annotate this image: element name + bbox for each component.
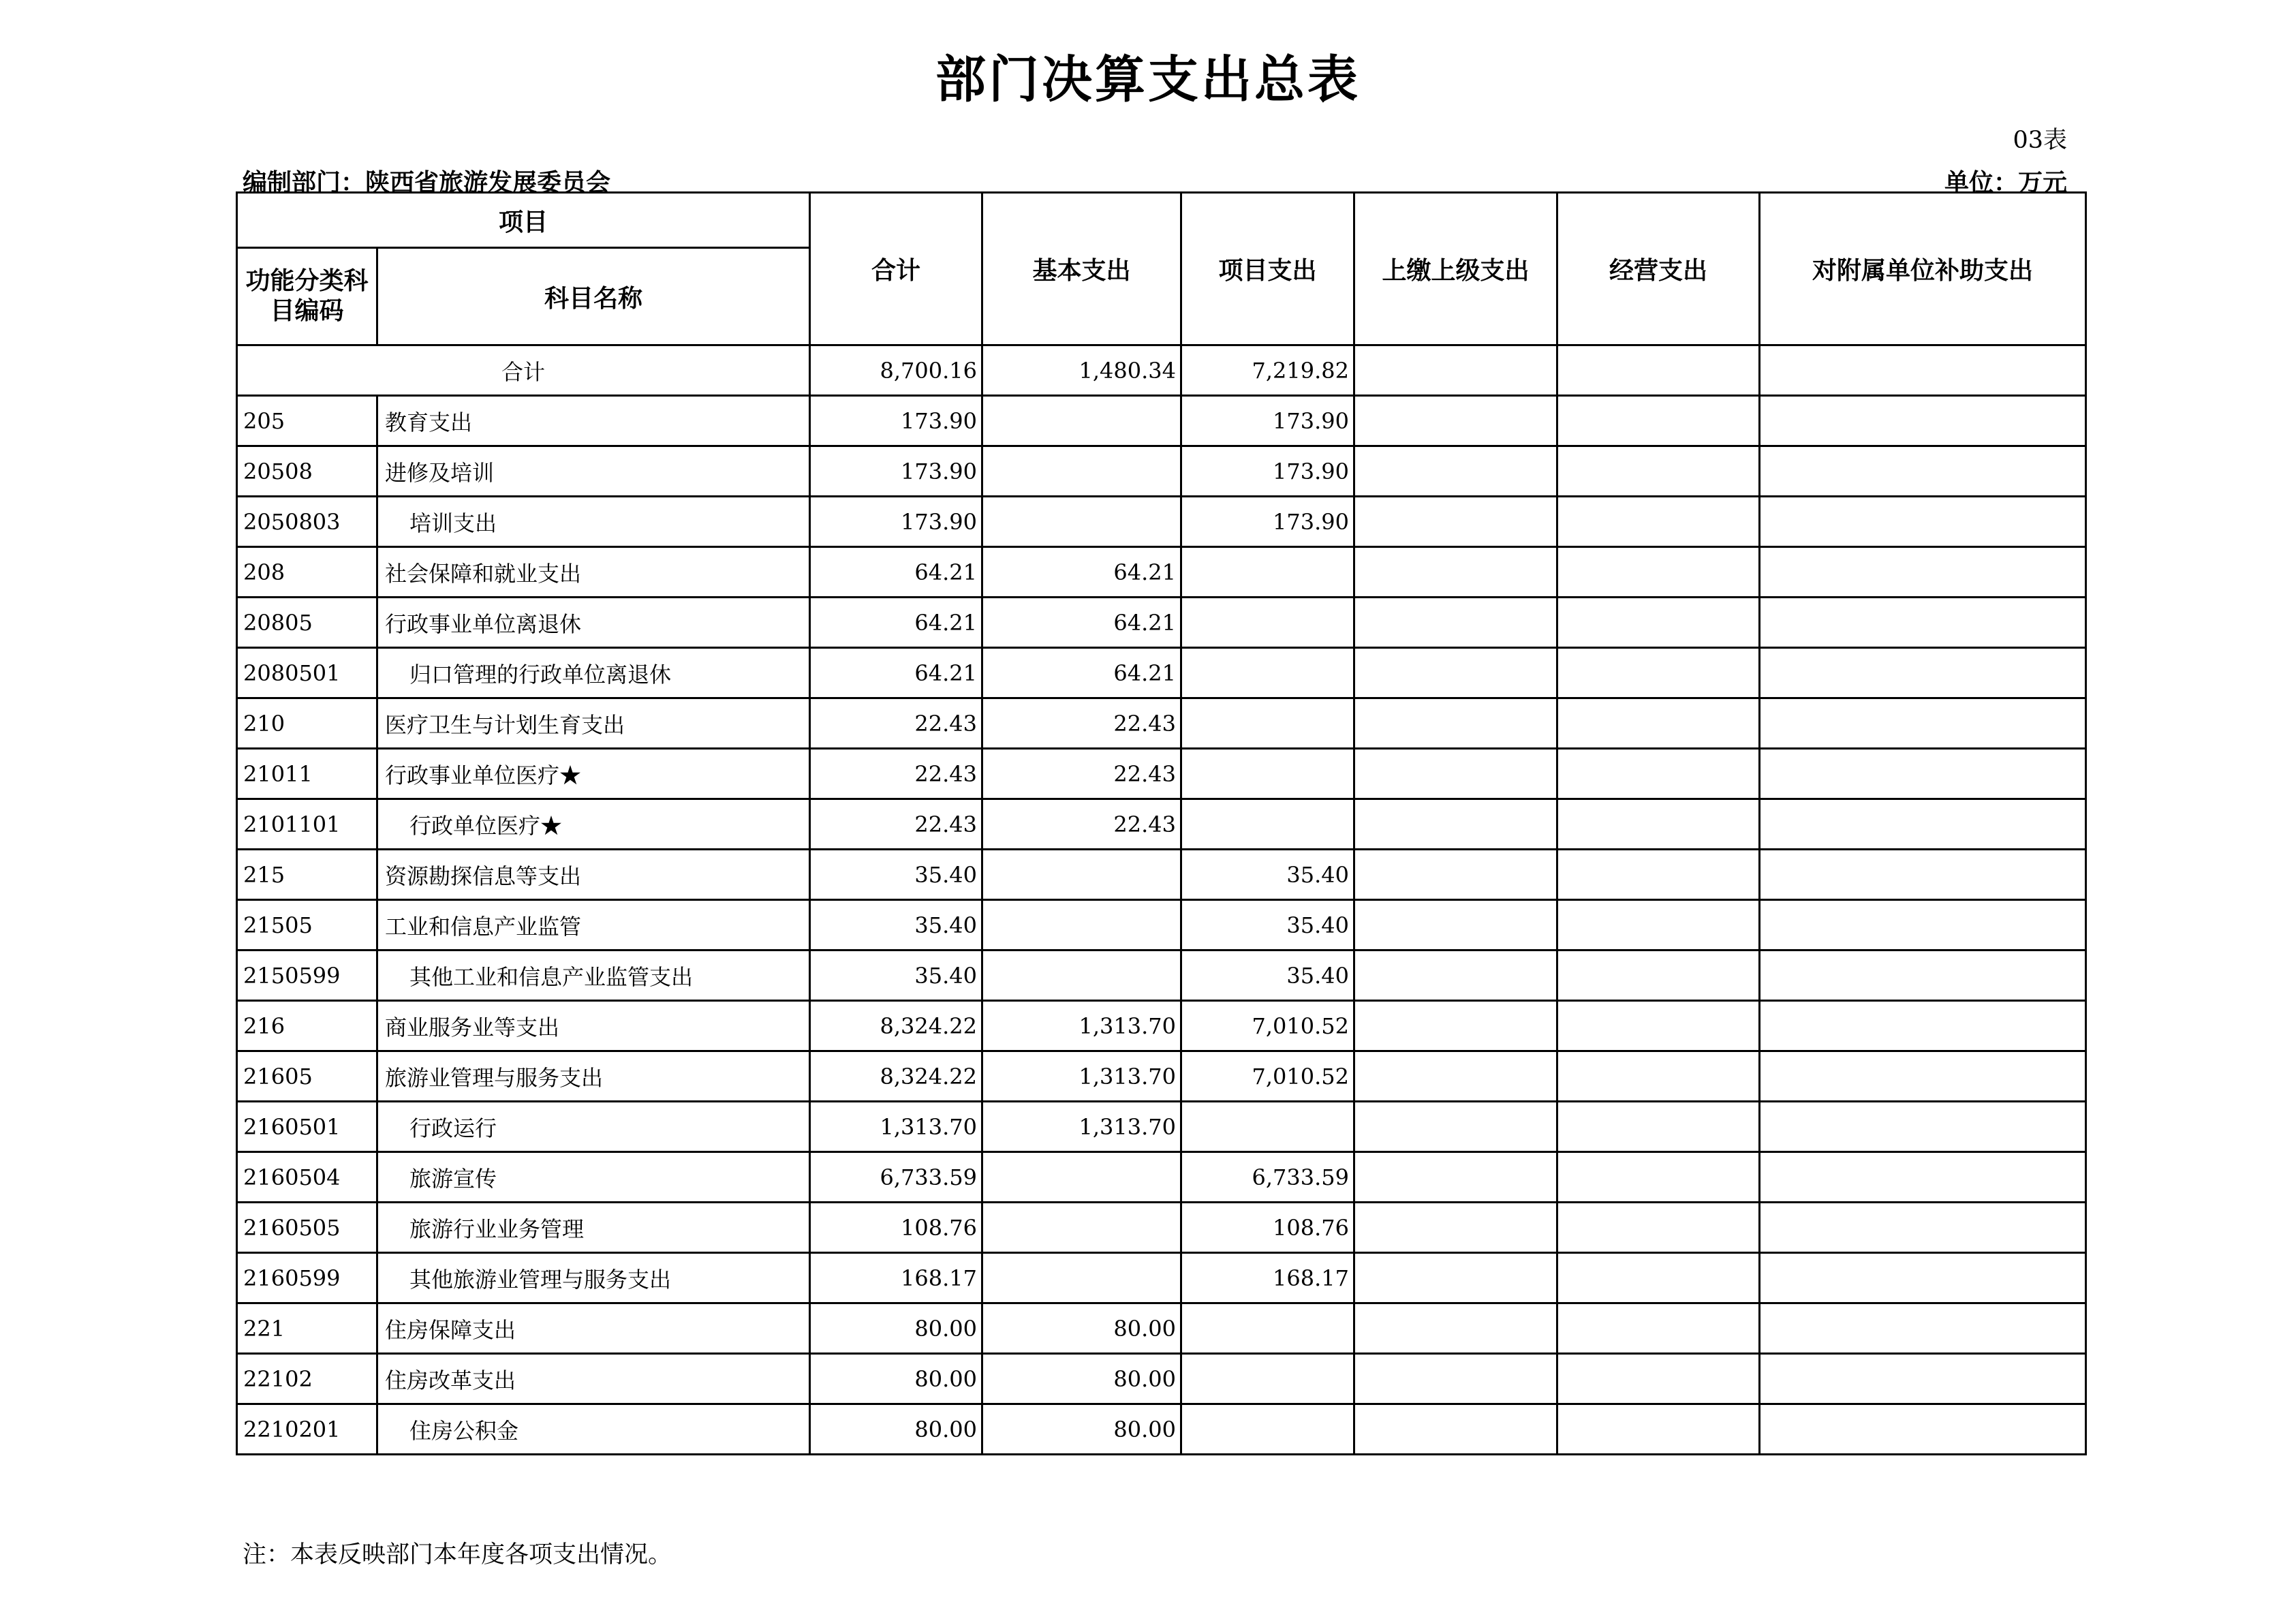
cell-project: [1181, 1354, 1354, 1404]
cell-code: 2160501: [237, 1102, 377, 1152]
table-row: [237, 547, 2086, 598]
cell-basic: 80.00: [982, 1404, 1181, 1455]
cell-basic: 64.21: [982, 598, 1181, 648]
cell-name: 行政事业单位离退休: [377, 598, 810, 648]
cell-project: 6,733.59: [1181, 1152, 1354, 1203]
table-row: [237, 1404, 2086, 1455]
table-row: [237, 850, 2086, 900]
cell-code: 2080501: [237, 648, 377, 698]
cell-code: 20508: [237, 446, 377, 497]
cell-project: 173.90: [1181, 446, 1354, 497]
header-upper-payment: 上缴上级支出: [1354, 193, 1557, 345]
cell-subsidy: [1760, 1303, 2086, 1354]
cell-upper: [1354, 950, 1557, 1001]
table-row: [237, 1152, 2086, 1203]
cell-upper: [1354, 749, 1557, 799]
cell-name: 医疗卫生与计划生育支出: [377, 698, 810, 749]
table-row: [237, 698, 2086, 749]
cell-upper: [1354, 900, 1557, 950]
cell-project: 35.40: [1181, 900, 1354, 950]
cell-basic: 22.43: [982, 698, 1181, 749]
cell-business: [1557, 1203, 1760, 1253]
cell-name: 旅游行业业务管理: [377, 1203, 810, 1253]
cell-total: 80.00: [810, 1404, 982, 1455]
cell-project: [1181, 698, 1354, 749]
cell-basic: 64.21: [982, 547, 1181, 598]
cell-subsidy: [1760, 1253, 2086, 1303]
cell-basic: [982, 497, 1181, 547]
table-row: [237, 1001, 2086, 1051]
cell-upper: [1354, 396, 1557, 446]
cell-basic: 64.21: [982, 648, 1181, 698]
cell-total: 35.40: [810, 900, 982, 950]
cell-total: 22.43: [810, 749, 982, 799]
cell-code: 21605: [237, 1051, 377, 1102]
cell-project: 35.40: [1181, 950, 1354, 1001]
cell-total: 173.90: [810, 497, 982, 547]
cell-subsidy: [1760, 1404, 2086, 1455]
cell-subsidy: [1760, 749, 2086, 799]
cell-basic: 22.43: [982, 799, 1181, 850]
cell-total: 8,324.22: [810, 1001, 982, 1051]
cell-name: 归口管理的行政单位离退休: [377, 648, 810, 698]
cell-basic: [982, 900, 1181, 950]
cell-total: 8,324.22: [810, 1051, 982, 1102]
cell-total: 80.00: [810, 1354, 982, 1404]
cell-total: 64.21: [810, 598, 982, 648]
cell-name: 培训支出: [377, 497, 810, 547]
cell-total: 64.21: [810, 648, 982, 698]
page-title: 部门决算支出总表: [935, 50, 1361, 109]
cell-total: 168.17: [810, 1253, 982, 1303]
header-subsidy: 对附属单位补助支出: [1760, 193, 2086, 345]
cell-upper: [1354, 497, 1557, 547]
cell-code: 2160599: [237, 1253, 377, 1303]
cell-code: 205: [237, 396, 377, 446]
cell-name: 进修及培训: [377, 446, 810, 497]
cell-basic: 1,313.70: [982, 1051, 1181, 1102]
cell-upper: [1354, 1001, 1557, 1051]
total-total: 8,700.16: [810, 345, 982, 396]
cell-basic: 1,313.70: [982, 1001, 1181, 1051]
cell-code: 21505: [237, 900, 377, 950]
cell-name: 行政事业单位医疗★: [377, 749, 810, 799]
cell-business: [1557, 446, 1760, 497]
cell-code: 208: [237, 547, 377, 598]
cell-business: [1557, 396, 1760, 446]
cell-upper: [1354, 850, 1557, 900]
cell-total: 6,733.59: [810, 1152, 982, 1203]
cell-subsidy: [1760, 850, 2086, 900]
cell-upper: [1354, 799, 1557, 850]
cell-project: 7,010.52: [1181, 1051, 1354, 1102]
cell-name: 其他旅游业管理与服务支出: [377, 1253, 810, 1303]
cell-business: [1557, 950, 1760, 1001]
cell-upper: [1354, 1152, 1557, 1203]
cell-business: [1557, 1303, 1760, 1354]
cell-subsidy: [1760, 598, 2086, 648]
cell-business: [1557, 598, 1760, 648]
cell-code: 2050803: [237, 497, 377, 547]
cell-name: 住房保障支出: [377, 1303, 810, 1354]
cell-total: 22.43: [810, 698, 982, 749]
cell-basic: [982, 1152, 1181, 1203]
cell-subsidy: [1760, 799, 2086, 850]
cell-upper: [1354, 1303, 1557, 1354]
cell-project: 173.90: [1181, 396, 1354, 446]
cell-code: 2150599: [237, 950, 377, 1001]
cell-basic: [982, 850, 1181, 900]
total-upper: [1354, 345, 1557, 396]
total-basic: 1,480.34: [982, 345, 1181, 396]
table-row: [237, 900, 2086, 950]
form-number: 03表: [2013, 127, 2067, 154]
expenditure-table: [236, 191, 2087, 1455]
cell-code: 221: [237, 1303, 377, 1354]
cell-upper: [1354, 698, 1557, 749]
total-project: 7,219.82: [1181, 345, 1354, 396]
cell-name: 教育支出: [377, 396, 810, 446]
cell-basic: [982, 446, 1181, 497]
cell-total: 80.00: [810, 1303, 982, 1354]
cell-business: [1557, 547, 1760, 598]
cell-basic: [982, 950, 1181, 1001]
cell-upper: [1354, 1253, 1557, 1303]
cell-code: 216: [237, 1001, 377, 1051]
cell-name: 社会保障和就业支出: [377, 547, 810, 598]
table-row: [237, 1253, 2086, 1303]
cell-total: 35.40: [810, 850, 982, 900]
cell-project: [1181, 749, 1354, 799]
cell-subsidy: [1760, 1102, 2086, 1152]
table-row: [237, 799, 2086, 850]
cell-subsidy: [1760, 396, 2086, 446]
cell-code: 2210201: [237, 1404, 377, 1455]
cell-basic: 22.43: [982, 749, 1181, 799]
cell-name: 行政运行: [377, 1102, 810, 1152]
cell-project: [1181, 598, 1354, 648]
total-label: 合计: [237, 345, 810, 396]
cell-business: [1557, 1404, 1760, 1455]
cell-subsidy: [1760, 698, 2086, 749]
cell-project: [1181, 1303, 1354, 1354]
cell-basic: [982, 1203, 1181, 1253]
cell-business: [1557, 497, 1760, 547]
cell-name: 住房改革支出: [377, 1354, 810, 1404]
cell-business: [1557, 698, 1760, 749]
cell-total: 108.76: [810, 1203, 982, 1253]
cell-project: 108.76: [1181, 1203, 1354, 1253]
cell-total: 173.90: [810, 396, 982, 446]
cell-basic: [982, 396, 1181, 446]
cell-subsidy: [1760, 950, 2086, 1001]
cell-subsidy: [1760, 1001, 2086, 1051]
header-total: 合计: [810, 193, 982, 345]
cell-subsidy: [1760, 497, 2086, 547]
cell-upper: [1354, 1404, 1557, 1455]
cell-upper: [1354, 1051, 1557, 1102]
cell-upper: [1354, 446, 1557, 497]
cell-code: 22102: [237, 1354, 377, 1404]
cell-name: 资源勘探信息等支出: [377, 850, 810, 900]
cell-project: 7,010.52: [1181, 1001, 1354, 1051]
cell-project: 168.17: [1181, 1253, 1354, 1303]
cell-business: [1557, 749, 1760, 799]
table-row: [237, 446, 2086, 497]
cell-business: [1557, 1152, 1760, 1203]
cell-subsidy: [1760, 446, 2086, 497]
cell-basic: 1,313.70: [982, 1102, 1181, 1152]
cell-upper: [1354, 648, 1557, 698]
cell-business: [1557, 1051, 1760, 1102]
cell-total: 64.21: [810, 547, 982, 598]
cell-subsidy: [1760, 1152, 2086, 1203]
table-row: [237, 648, 2086, 698]
table-row: [237, 497, 2086, 547]
table-row: [237, 598, 2086, 648]
cell-business: [1557, 1354, 1760, 1404]
cell-name: 其他工业和信息产业监管支出: [377, 950, 810, 1001]
cell-business: [1557, 850, 1760, 900]
unit-label: 单位：万元: [1944, 168, 2067, 197]
cell-code: 20805: [237, 598, 377, 648]
cell-code: 2101101: [237, 799, 377, 850]
table-row: [237, 1051, 2086, 1102]
footnote: 注：本表反映部门本年度各项支出情况。: [243, 1541, 672, 1568]
cell-basic: 80.00: [982, 1303, 1181, 1354]
cell-code: 215: [237, 850, 377, 900]
table-row: [237, 1102, 2086, 1152]
header-code: 功能分类科目编码: [237, 248, 377, 345]
cell-project: [1181, 547, 1354, 598]
cell-project: 35.40: [1181, 850, 1354, 900]
cell-upper: [1354, 1102, 1557, 1152]
cell-business: [1557, 799, 1760, 850]
cell-total: 35.40: [810, 950, 982, 1001]
cell-code: 21011: [237, 749, 377, 799]
header-business: 经营支出: [1557, 193, 1760, 345]
total-row: [237, 345, 2086, 396]
total-business: [1557, 345, 1760, 396]
table-row: [237, 396, 2086, 446]
header-basic: 基本支出: [982, 193, 1181, 345]
cell-upper: [1354, 1354, 1557, 1404]
cell-name: 行政单位医疗★: [377, 799, 810, 850]
cell-upper: [1354, 1203, 1557, 1253]
header-name: 科目名称: [377, 248, 810, 345]
cell-subsidy: [1760, 900, 2086, 950]
header-project: 项目: [237, 193, 810, 248]
cell-business: [1557, 648, 1760, 698]
cell-name: 旅游业管理与服务支出: [377, 1051, 810, 1102]
table-row: [237, 1354, 2086, 1404]
cell-subsidy: [1760, 547, 2086, 598]
header-project-expenditure: 项目支出: [1181, 193, 1354, 345]
cell-code: 2160505: [237, 1203, 377, 1253]
cell-subsidy: [1760, 1203, 2086, 1253]
table-row: [237, 950, 2086, 1001]
cell-code: 2160504: [237, 1152, 377, 1203]
cell-subsidy: [1760, 1051, 2086, 1102]
cell-total: 22.43: [810, 799, 982, 850]
cell-subsidy: [1760, 648, 2086, 698]
cell-business: [1557, 900, 1760, 950]
department-label: 编制部门：陕西省旅游发展委员会: [243, 168, 611, 197]
cell-code: 210: [237, 698, 377, 749]
cell-subsidy: [1760, 1354, 2086, 1404]
cell-business: [1557, 1102, 1760, 1152]
cell-project: [1181, 799, 1354, 850]
cell-upper: [1354, 598, 1557, 648]
cell-project: [1181, 1102, 1354, 1152]
table-row: [237, 1303, 2086, 1354]
table-row: [237, 1203, 2086, 1253]
cell-name: 工业和信息产业监管: [377, 900, 810, 950]
cell-upper: [1354, 547, 1557, 598]
cell-project: [1181, 648, 1354, 698]
total-subsidy: [1760, 345, 2086, 396]
cell-business: [1557, 1001, 1760, 1051]
cell-business: [1557, 1253, 1760, 1303]
cell-basic: 80.00: [982, 1354, 1181, 1404]
cell-basic: [982, 1253, 1181, 1303]
cell-name: 住房公积金: [377, 1404, 810, 1455]
cell-total: 1,313.70: [810, 1102, 982, 1152]
cell-total: 173.90: [810, 446, 982, 497]
table-row: [237, 749, 2086, 799]
cell-name: 商业服务业等支出: [377, 1001, 810, 1051]
cell-project: 173.90: [1181, 497, 1354, 547]
cell-project: [1181, 1404, 1354, 1455]
cell-name: 旅游宣传: [377, 1152, 810, 1203]
